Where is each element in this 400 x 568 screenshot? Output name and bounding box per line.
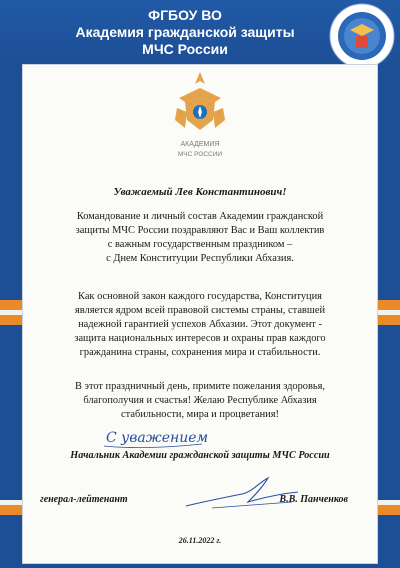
paragraph-3-line: В этот праздничный день, примите пожелания здоровья, bbox=[74, 381, 326, 392]
org-name: Академия гражданской защиты bbox=[75, 24, 295, 40]
greeting: Уважаемый Лев Константинович! bbox=[113, 186, 287, 198]
paragraph-2-line: надежной гарантией успехов Абхазии. Этот документ - bbox=[78, 319, 322, 330]
paragraph-3 bbox=[22, 380, 378, 422]
paragraph-2-line: Как основной закон каждого государства, Конституция bbox=[78, 291, 322, 302]
paragraph-1-line: с важным государственным праздником – bbox=[107, 239, 293, 250]
signatory-rank: генерал-лейтенант bbox=[40, 494, 128, 505]
org-type: ФГБОУ ВО bbox=[148, 7, 222, 23]
paragraph-1-line: защиты МЧС России поздравляют Вас и Ваш коллектив bbox=[75, 225, 325, 236]
handwritten-regards bbox=[102, 424, 212, 450]
org-parent: МЧС России bbox=[142, 41, 228, 57]
emblem-caption-2: МЧС РОССИИ bbox=[177, 151, 223, 158]
paragraph-2-line: защита национальных интересов и охраны прав каждого bbox=[74, 333, 326, 344]
paragraph-1-line: Командование и личный состав Академии гражданской bbox=[76, 211, 324, 222]
emercom-emblem-icon bbox=[171, 68, 229, 168]
letter-paper bbox=[22, 64, 378, 564]
signatory-name: В.В. Панченков bbox=[279, 494, 348, 505]
academy-seal-logo bbox=[328, 2, 396, 70]
paragraph-1-line: с Днем Конституции Республики Абхазия. bbox=[106, 253, 294, 264]
svg-text:С уважением: С уважением bbox=[106, 430, 209, 446]
emblem-caption-1: АКАДЕМИЯ bbox=[180, 141, 220, 148]
paragraph-3-line: стабильности, мира и процветания! bbox=[121, 409, 279, 420]
paragraph-2-line: является ядром всей правовой системы страны, ставшей bbox=[74, 305, 326, 316]
letter-date: 26.11.2022 г. bbox=[178, 536, 222, 545]
signatory-position: Начальник Академии гражданской защиты МЧС России bbox=[70, 450, 330, 461]
letterhead-header bbox=[0, 0, 400, 64]
handwritten-signature bbox=[182, 472, 302, 512]
paragraph-1 bbox=[22, 210, 378, 266]
paragraph-2 bbox=[22, 290, 378, 360]
paragraph-2-line: гражданина страны, сохранения мира и стабильности. bbox=[79, 347, 321, 358]
paragraph-3-line: благополучия и счастья! Желаю Республике Абхазия bbox=[83, 395, 317, 406]
